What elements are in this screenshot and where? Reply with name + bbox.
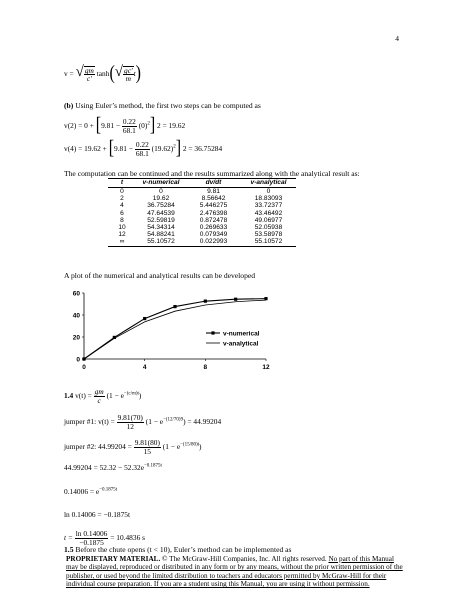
eq-b-lhs: 0.14006 = e	[64, 487, 100, 496]
eq-d-num: ln 0.14006	[75, 529, 108, 538]
jumper2-den: 15	[143, 446, 151, 456]
jumper2-label: jumper #2:	[64, 441, 97, 451]
copyright-footer	[66, 555, 406, 589]
section-b-label: (b)	[64, 101, 74, 110]
table-cell: 0.022993	[186, 238, 241, 246]
table-row	[108, 188, 296, 196]
jumper1-rhs: ) = 44.99204	[183, 416, 222, 426]
table-cell: 10	[118, 224, 126, 232]
jumper-2-equation	[64, 439, 202, 456]
jumper1-den: 12	[126, 421, 134, 431]
jumper1-mid: (1 − e	[145, 416, 164, 426]
table-cell: 0.872478	[199, 216, 228, 224]
p14-lhs: v(t) =	[75, 390, 92, 400]
table-cell: 8	[120, 216, 124, 224]
table-row	[108, 210, 296, 217]
step2-inner: 9.81 −	[114, 143, 133, 153]
jumper1-lhs: v(t) =	[98, 416, 115, 426]
section-b-text: Using Euler’s method, the first two steps can be computed as	[75, 101, 261, 110]
problem-1-5-text: Before the chute opens (t < 10), Euler’s method can be implemented as	[75, 545, 292, 554]
step2-rhs: 2 = 36.75284	[182, 143, 223, 153]
table-row	[108, 231, 296, 238]
x-tick-label: 0	[82, 364, 86, 371]
table-row	[108, 238, 296, 246]
table-cell: 18.8309​3	[254, 195, 283, 203]
tanh-label: tanh	[96, 69, 110, 78]
x-tick-label: 4	[142, 364, 147, 371]
step2-frac-num: 0.22	[135, 140, 149, 149]
data-point-v-numerical	[143, 317, 146, 320]
table-cell: 2.476398	[199, 209, 228, 217]
table-cell: 8.56642	[201, 195, 226, 203]
jumper2-mid: (1 − e	[162, 441, 181, 451]
problem-1-5-label: 1.5	[64, 545, 74, 554]
p14-num: gm	[94, 387, 104, 396]
problem-1-4-equation: 1.4 v(t) = $\frac{gm}{c}$ $(1 - e^{-(c/m)t})$	[64, 387, 142, 405]
table-cell: 5.446275	[199, 202, 228, 210]
equation-a	[64, 463, 162, 472]
continue-text: The computation can be continued and the results summarized along with the analytical result as:	[64, 169, 360, 178]
y-tick-label: 40	[72, 312, 80, 320]
table-header-row	[108, 179, 296, 188]
eq-d-lhs: t =	[64, 532, 73, 542]
table-row	[108, 217, 296, 224]
problem-1-4-label: 1.4	[64, 390, 74, 400]
jumper1-exp: −(12/70)9	[163, 417, 184, 423]
table-cell: 52.59819	[147, 216, 175, 224]
table-cell: 33.72377	[254, 202, 283, 210]
y-tick-label: 0	[76, 356, 80, 364]
step1-lhs: v(2) = 0 +	[64, 120, 94, 130]
table-cell: 47.64539	[147, 209, 175, 217]
step1-rhs: 2 = 19.62	[157, 120, 186, 130]
eq-d-rhs: = 10.4836 s	[110, 532, 145, 542]
p14-exp: −(c/m)t	[123, 391, 139, 397]
x-tick-label: 8	[203, 364, 208, 371]
data-point-v-numerical	[173, 305, 176, 308]
table-cell: 9.81	[207, 188, 220, 195]
jumper2-lhs: 44.99204 =	[98, 441, 132, 451]
table-cell: ∞	[108, 238, 136, 246]
table-cell: 12	[118, 231, 126, 239]
euler-step-2: v(4) = 19.62 + [9.81 − $\frac{0.22}{68.1}$ $(19.62)^2$] 2 = 36.75284	[64, 138, 223, 160]
eq-d-den: −0.1875	[79, 537, 104, 547]
data-point-v-numerical	[234, 298, 237, 301]
table-header-v-numerical: v-numerical	[136, 179, 186, 188]
table-cell: 19.62	[152, 195, 170, 203]
jumper2-exp: −(15/80)t	[180, 442, 200, 448]
equation-b	[64, 487, 117, 496]
table-cell: 0	[120, 188, 124, 195]
y-tick-label: 20	[72, 334, 80, 342]
eq-a-exp: −0.1875t	[143, 463, 162, 469]
table-cell: 52.05938	[254, 224, 283, 232]
data-point-v-numerical	[204, 300, 207, 303]
legend-label-v-numerical: v-numerical	[223, 330, 260, 338]
table-header-dvdt: dv/dt	[186, 179, 241, 188]
legend-label-v-analytical: v-analytical	[223, 340, 259, 348]
y-tick-label: 60	[72, 290, 80, 298]
table-cell: 6	[120, 209, 124, 217]
jumper1-label: jumper #1:	[64, 416, 97, 426]
table-header-t: t	[108, 179, 136, 188]
step1-frac-num: 0.22	[122, 117, 136, 126]
step1-inner: 9.81 −	[101, 120, 121, 130]
velocity-equation: v = √ $\frac{gm}{c'}$ tanh(√ $\frac{gc'}{m}$ t)	[64, 63, 141, 85]
jumper-1-equation	[64, 414, 221, 431]
table-row	[108, 224, 296, 231]
table-row	[108, 195, 296, 202]
velocity-chart	[64, 287, 284, 381]
table-cell: 36.75284	[147, 202, 175, 210]
table-cell: 54.88241	[147, 231, 175, 239]
table-cell: 54.34314	[147, 224, 175, 232]
table-cell: 55.10572	[241, 238, 296, 246]
jumper1-num: 9.81(70)	[117, 413, 143, 422]
jumper2-rhs: )	[199, 441, 202, 451]
step2-lhs: v(4) = 19.62 +	[64, 143, 107, 153]
table-cell: 0	[266, 188, 271, 195]
jumper2-num: 9.81(80)	[134, 438, 160, 447]
table-cell: 55.10572	[136, 238, 186, 246]
euler-step-1: v(2) = 0 + [9.81 − $\frac{0.22}{68.1}$ $(0)^2$] 2 = 19.62	[64, 115, 186, 137]
step1-frac-den: 68.1	[122, 125, 136, 135]
footer-text-2: No part of this Manual may be displayed, reproduced or distributed in any form or by any means, without the prior written permission of the publisher, or used beyond the limited distribution to teachers and educators permitted by McGraw-Hill for their individual course preparation. If you are a student using this Manual, you are using it without permission.	[66, 555, 403, 589]
legend-marker-v-numerical	[211, 331, 214, 334]
table-cell: 0	[159, 188, 163, 195]
table-cell: 0.269633	[199, 224, 228, 232]
equation-c: ln 0.14006 = −0.1875t	[64, 510, 131, 519]
table-cell: 43.46492	[254, 209, 283, 217]
table-row	[108, 202, 296, 209]
x-tick-label: 12	[262, 364, 270, 371]
results-table	[108, 178, 296, 247]
step2-sq: (19.62)	[151, 143, 174, 153]
eq-b-exp: −0.1875t	[99, 487, 118, 493]
page-number: 4	[395, 34, 399, 43]
eq-a-lhs: 44.99204 = 52.32 − 52.32e	[64, 463, 144, 472]
table-cell: 53.58978	[254, 231, 283, 239]
footer-label: PROPRIETARY MATERIAL.	[66, 555, 161, 563]
table-header-v-analytical: v-analytical	[241, 179, 296, 188]
p14-rest: (1 − e	[106, 390, 124, 400]
section-b	[64, 101, 261, 110]
plot-text: A plot of the numerical and analytical results can be developed	[64, 271, 256, 280]
step1-sq: (0)	[138, 120, 148, 130]
table-cell: 4	[120, 202, 124, 210]
velocity-eq-lhs: v =	[64, 69, 74, 78]
table-cell: 2	[120, 195, 124, 203]
footer-text-1: © The McGraw-Hill Companies, Inc. All rights reserved.	[162, 555, 327, 563]
p14-den: c	[97, 395, 101, 405]
table-cell: 49.06977	[254, 216, 283, 224]
problem-1-5	[64, 545, 291, 554]
step2-frac-den: 68.1	[135, 148, 149, 158]
table-cell: 0.079349	[199, 231, 228, 239]
